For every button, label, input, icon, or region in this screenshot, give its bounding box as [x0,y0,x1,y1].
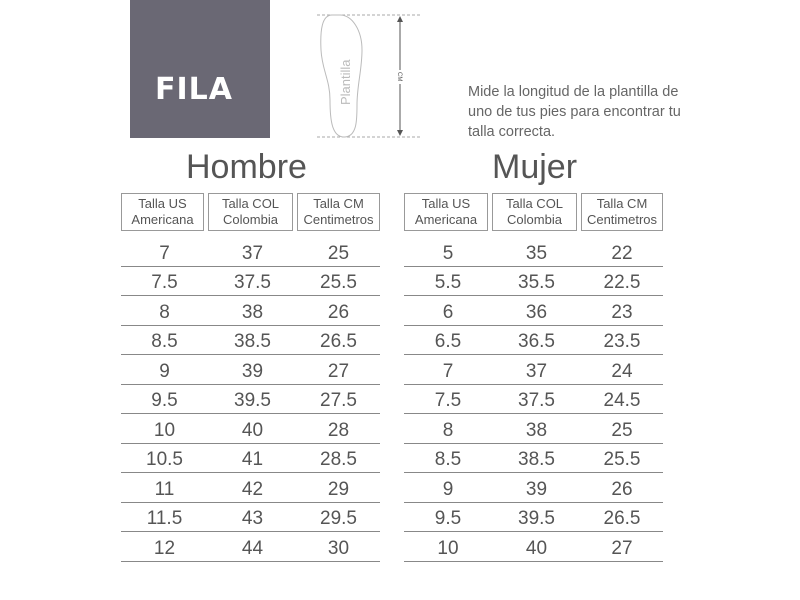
size-cell: 10 [437,537,459,559]
size-cell: 35.5 [518,272,555,293]
table-row [404,385,663,415]
table-row [121,385,380,415]
header-cell [297,193,380,231]
fila-logo-box [130,0,270,138]
size-cell: 36 [525,301,548,323]
table-row [404,503,663,533]
size-cell: 42 [241,478,264,500]
size-cell: 39.5 [518,508,555,529]
header-text: Americana [131,212,194,227]
table-row [121,326,380,356]
hombre-title: Hombre [186,148,307,186]
size-cell: 22 [611,242,633,264]
size-cell: 28.5 [320,449,357,470]
size-cell: 26.5 [320,331,357,352]
header-text: Americana [414,212,478,227]
size-cell: 9.5 [151,390,178,411]
table-row [121,267,380,297]
table-header [404,193,663,231]
size-cell: 37.5 [234,272,271,293]
size-cell: 36.5 [518,331,555,352]
mujer-title: Mujer [492,148,578,186]
size-cell: 38 [241,301,264,323]
header-text: Talla CM [596,196,648,211]
header-text: Talla COL [221,196,280,211]
size-cell: 23.5 [603,331,641,352]
size-cell: 35 [525,242,548,264]
header-cell [404,193,488,231]
size-cell: 26 [327,301,350,323]
size-cell: 6 [442,301,454,323]
header-text: Centimetros [303,212,374,227]
size-cell: 25 [327,242,350,264]
size-cell: 26.5 [603,508,641,529]
size-cell: 44 [241,537,264,559]
table-header [121,193,380,231]
size-cell: 38.5 [518,449,555,470]
size-cell: 25.5 [603,449,641,470]
header-cell [208,193,293,231]
table-row [404,414,663,444]
size-cell: 10 [153,419,176,441]
insole-label: Plantilla [338,59,353,105]
measure-label: CM [396,72,402,82]
size-cell: 10.5 [146,449,183,470]
size-cell: 39.5 [234,390,271,411]
table-row [404,296,663,326]
size-cell: 40 [525,537,548,559]
size-cell: 6.5 [434,331,462,352]
fila-logo: FILA [155,72,233,107]
table-row [121,444,380,474]
size-cell: 24.5 [603,390,641,411]
header-text: Talla COL [505,196,564,211]
size-cell: 28 [327,419,350,441]
size-cell: 37 [525,360,548,382]
header-cell [492,193,577,231]
size-cell: 9 [442,478,454,500]
header-cell [581,193,663,231]
size-cell: 24 [611,360,633,382]
size-cell: 40 [241,419,264,441]
size-cell: 29.5 [320,508,357,529]
header-text: Colombia [507,212,562,227]
size-cell: 37.5 [518,390,555,411]
size-cell: 39 [241,360,264,382]
size-cell: 41 [241,449,264,470]
size-cell: 7.5 [434,390,462,411]
size-cell: 8.5 [434,449,462,470]
table-row [404,326,663,356]
size-cell: 5.5 [434,272,462,293]
insole-diagram [312,10,427,140]
size-cell: 11.5 [146,508,183,529]
size-cell: 27 [327,360,350,382]
size-cell: 8 [159,301,170,323]
table-row [404,355,663,385]
table-row [404,473,663,503]
size-cell: 22.5 [603,272,641,293]
size-cell: 7.5 [151,272,178,293]
size-cell: 26 [611,478,633,500]
size-cell: 25 [611,419,633,441]
size-cell: 43 [241,508,264,529]
table-row [121,473,380,503]
header-text: Talla CM [313,196,364,211]
instructions: Mide la longitud de la plantilla de uno de tus pies para encontrar tu talla correcta. [468,84,681,140]
size-cell: 25.5 [320,272,357,293]
table-row [121,414,380,444]
size-cell: 8 [442,419,454,441]
header-text: Colombia [223,212,278,227]
table-row [121,355,380,385]
table-row [404,532,663,562]
table-row [121,532,380,562]
header-text: Talla US [138,196,187,211]
size-cell: 38 [525,419,548,441]
table-row [404,444,663,474]
size-cell: 38.5 [234,331,271,352]
size-cell: 30 [327,537,350,559]
size-cell: 11 [154,478,175,500]
mujer-size-table [404,193,663,562]
size-cell: 37 [241,242,264,264]
size-cell: 9 [159,360,170,382]
header-text: Talla US [421,196,471,211]
hombre-size-table [121,193,380,562]
table-row [121,237,380,267]
table-row [121,296,380,326]
table-row [404,237,663,267]
table-row [121,503,380,533]
size-cell: 29 [327,478,350,500]
table-row [404,267,663,297]
header-text: Centimetros [586,212,658,227]
size-cell: 9.5 [434,508,462,529]
size-cell: 39 [525,478,548,500]
size-cell: 7 [159,242,170,264]
size-cell: 8.5 [151,331,178,352]
size-cell: 5 [442,242,454,264]
header-cell [121,193,204,231]
size-cell: 12 [153,537,176,559]
size-cell: 23 [611,301,633,323]
size-cell: 7 [442,360,454,382]
size-cell: 27.5 [320,390,357,411]
size-cell: 27 [611,537,633,559]
